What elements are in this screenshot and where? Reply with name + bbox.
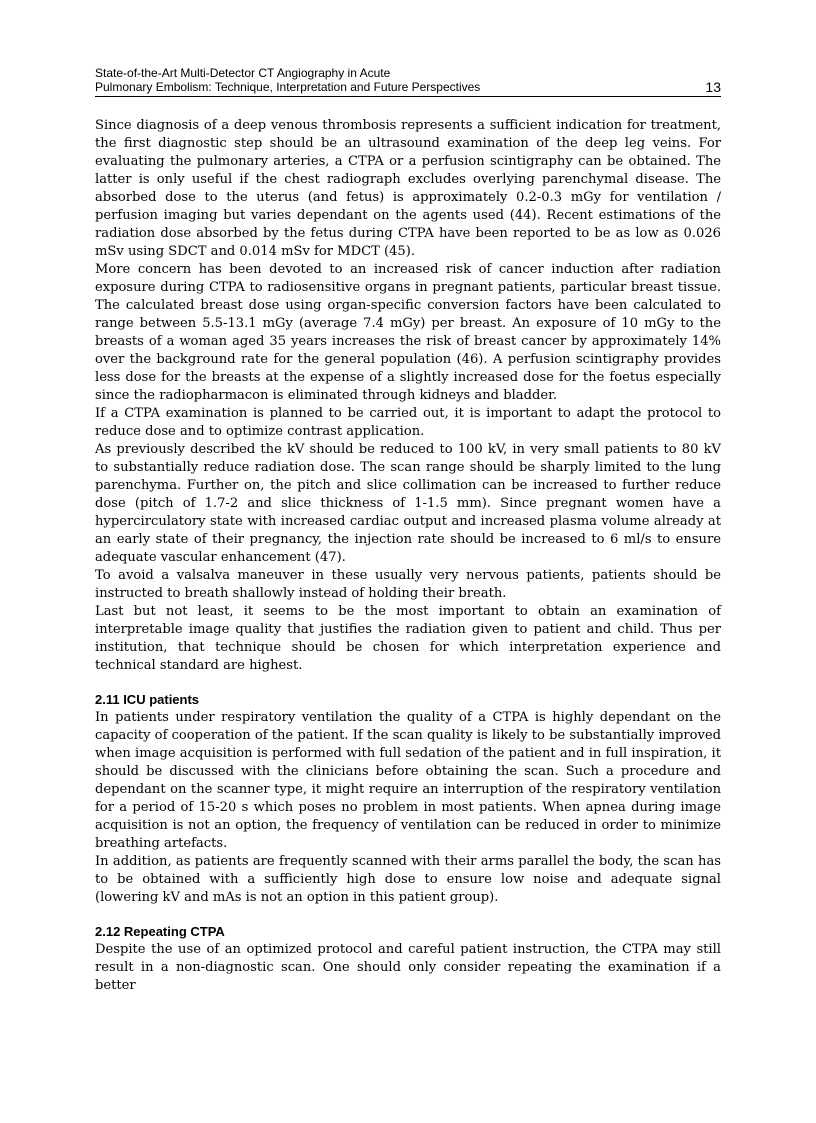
section-heading-repeat: 2.12 Repeating CTPA	[95, 924, 225, 939]
paragraph: Since diagnosis of a deep venous thrombosis represents a sufficient indication for treatment, the first diagnostic step should be an ultrasound examination of the deep leg veins. For evaluating the pulmonary arteries, a CTPA or a perfusion scintigraphy can be obtained. The latter is only useful if the chest radiograph excludes overlying parenchymal disease. The absorbed dose to the uterus (and fetus) is approximately 0.2-0.3 mGy for ventilation / perfusion imaging but varies dependant on the agents used (44). Recent estimations of the radiation dose absorbed by the fetus during CTPA have been reported to be as low as 0.026 mSv using SDCT and 0.014 mSv for MDCT (45).	[95, 118, 721, 259]
body-text	[95, 117, 721, 995]
header-title-line2: Pulmonary Embolism: Technique, Interpretation and Future Perspectives	[95, 80, 481, 94]
paragraph: If a CTPA examination is planned to be carried out, it is important to adapt the protocol to reduce dose and to optimize contrast application.	[95, 406, 721, 439]
paragraph: Last but not least, it seems to be the most important to obtain an examination of interpretable image quality that justifies the radiation given to patient and child. Thus per institution, that technique should be chosen for which interpretation experience and technical standard are highest.	[95, 604, 721, 673]
header-title-line1: State-of-the-Art Multi-Detector CT Angiography in Acute	[95, 66, 391, 80]
paragraph: To avoid a valsalva maneuver in these usually very nervous patients, patients should be instructed to breath shallowly instead of holding their breath.	[95, 568, 721, 601]
paragraph: Despite the use of an optimized protocol and careful patient instruction, the CTPA may still result in a non-diagnostic scan. One should only consider repeating the examination if a better	[95, 942, 721, 993]
running-header	[95, 66, 721, 97]
paragraph: In patients under respiratory ventilation the quality of a CTPA is highly dependant on the capacity of cooperation of the patient. If the scan quality is likely to be substantially improved when image acquisition is performed with full sedation of the patient and in full inspiration, it should be discussed with the clinicians before obtaining the scan. Such a procedure and dependant on the scanner type, it might require an interruption of the respiratory ventilation for a period of 15-20 s which poses no problem in most patients. When apnea during image acquisition is not an option, the frequency of ventilation can be reduced in order to minimize breathing artefacts.	[95, 710, 721, 851]
page-number: 13	[705, 79, 721, 95]
section-heading-icu: 2.11 ICU patients	[95, 692, 200, 707]
paragraph: More concern has been devoted to an increased risk of cancer induction after radiation exposure during CTPA to radiosensitive organs in pregnant patients, particular breast tissue. The calculated breast dose using organ-specific conversion factors have been calculated to range between 5.5-13.1 mGy (average 7.4 mGy) per breast. An exposure of 10 mGy to the breasts of a woman aged 35 years increases the risk of breast cancer by approximately 14% over the background rate for the general population (46). A perfusion scintigraphy provides less dose for the breasts at the expense of a slightly increased dose for the foetus especially since the radiopharmacon is eliminated through kidneys and bladder.	[95, 262, 721, 403]
paragraph: As previously described the kV should be reduced to 100 kV, in very small patients to 80 kV to substantially reduce radiation dose. The scan range should be sharply limited to the lung parenchyma. Further on, the pitch and slice collimation can be increased to further reduce dose (pitch of 1.7-2 and slice thickness of 1-1.5 mm). Since pregnant women have a hypercirculatory state with increased cardiac output and increased plasma volume already at an early state of their pregnancy, the injection rate should be increased to 6 ml/s to ensure adequate vascular enhancement (47).	[95, 442, 721, 565]
paragraph: In addition, as patients are frequently scanned with their arms parallel the body, the scan has to be obtained with a sufficiently high dose to ensure low noise and adequate signal (lowering kV and mAs is not an option in this patient group).	[95, 854, 721, 905]
